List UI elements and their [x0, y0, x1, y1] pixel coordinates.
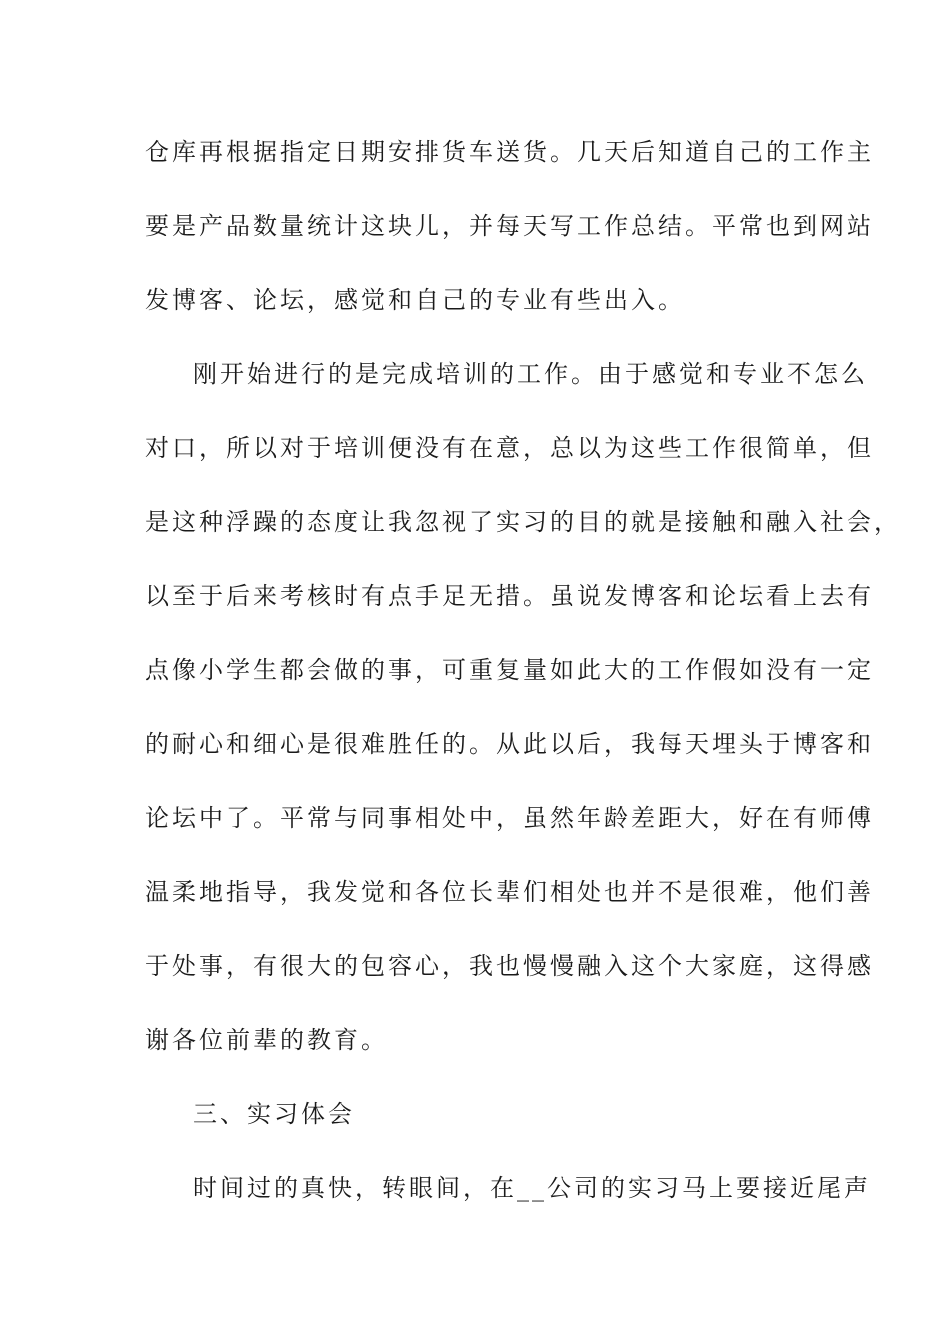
text-line: 谢各位前辈的教育。 — [145, 1026, 388, 1054]
text-line: 发博客、论坛，感觉和自己的专业有些出入。 — [145, 286, 685, 314]
text-line: 点像小学生都会做的事，可重复量如此大的工作假如没有一定 — [145, 656, 874, 684]
text-line: 的耐心和细心是很难胜任的。从此以后，我每天埋头于博客和 — [145, 730, 874, 758]
document-body — [145, 130, 901, 1240]
paragraph-3 — [145, 1166, 871, 1240]
section-heading — [145, 1092, 825, 1166]
text-line: 温柔地指导，我发觉和各位长辈们相处也并不是很难，他们善 — [145, 878, 874, 906]
paragraph-2 — [145, 352, 901, 1092]
text-line: 时间过的真快，转眼间，在__公司的实习马上要接近尾声 — [193, 1174, 871, 1202]
text-line: 要是产品数量统计这块儿，并每天写工作总结。平常也到网站 — [145, 212, 874, 240]
text-line: 刚开始进行的是完成培训的工作。由于感觉和专业不怎么 — [193, 360, 868, 388]
text-line: 于处事，有很大的包容心，我也慢慢融入这个大家庭，这得感 — [145, 952, 874, 980]
text-line: 对口，所以对于培训便没有在意，总以为这些工作很简单，但 — [145, 434, 874, 462]
paragraph-1 — [145, 130, 874, 352]
text-line: 仓库再根据指定日期安排货车送货。几天后知道自己的工作主 — [145, 138, 874, 166]
text-line: 以至于后来考核时有点手足无措。虽说发博客和论坛看上去有 — [145, 582, 874, 610]
text-line: 论坛中了。平常与同事相处中，虽然年龄差距大，好在有师傅 — [145, 804, 874, 832]
text-line: 是这种浮躁的态度让我忽视了实习的目的就是接触和融入社会， — [145, 508, 901, 536]
section-heading-text: 三、实习体会 — [193, 1100, 355, 1128]
